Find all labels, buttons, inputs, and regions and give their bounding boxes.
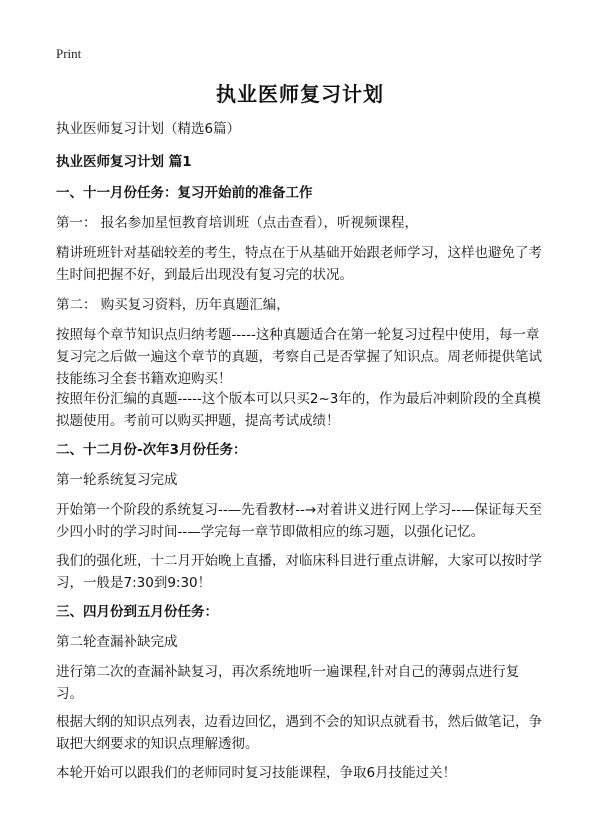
paragraph: 按照年份汇编的真题-----这个版本可以只买2~3年的，作为最后冲刺阶段的全真模拟题使用。考前可以购买押题，提高考试成绩！ bbox=[56, 391, 541, 429]
paragraph: 第二轮查漏补缺完成 bbox=[56, 634, 178, 650]
paragraph: 我们的强化班，十二月开始晚上直播，对临床科目进行重点讲解，大家可以按时学习，一般是7:30到9:30！ bbox=[56, 553, 542, 591]
paragraph: 第一： 报名参加星恒教育培训班（点击查看），听视频课程， bbox=[56, 215, 419, 231]
section-heading-3: 三、四月份到五月份任务： bbox=[56, 604, 218, 620]
paragraph: 进行第二次的查漏补缺复习，再次系统地听一遍课程,针对自己的薄弱点进行复习。 bbox=[56, 664, 520, 702]
paragraph: 本轮开始可以跟我们的老师同时复习技能课程，争取6月技能过关！ bbox=[56, 765, 457, 781]
article-heading: 执业医师复习计划 篇1 bbox=[56, 154, 192, 170]
paragraph: 开始第一个阶段的系统复习--—先看教材--→对着讲义进行网上学习--—保证每天至少四小时的学习时间--—学完每一章节即做相应的练习题，以强化记忆。 bbox=[56, 502, 543, 540]
document-subtitle: 执业医师复习计划（精选6篇） bbox=[56, 121, 241, 137]
paragraph: 精讲班班针对基础较差的考生，特点在于从基础开始跟老师学习，这样也避免了考生时间把握不好，到最后出现没有复习完的状况。 bbox=[56, 245, 542, 283]
paragraph: 第二： 购买复习资料，历年真题汇编， bbox=[56, 297, 290, 313]
section-heading-1: 一、十一月份任务：复习开始前的准备工作 bbox=[56, 185, 313, 201]
paragraph: 按照每个章节知识点归纳考题-----这种真题适合在第一轮复习过程中使用，每一章复习完之后做一遍这个章节的真题，考察自己是否掌握了知识点。周老师提供笔试技能练习全套书籍欢迎购买！ bbox=[56, 327, 542, 387]
paragraph: 第一轮系统复习完成 bbox=[56, 472, 178, 488]
document-title: 执业医师复习计划 bbox=[216, 82, 384, 106]
print-link[interactable]: Print bbox=[56, 46, 82, 61]
paragraph: 根据大纲的知识点列表，边看边回忆，遇到不会的知识点就看书，然后做笔记，争取把大纲要求的知识点理解透彻。 bbox=[56, 714, 542, 752]
section-heading-2: 二、十二月份-次年3月份任务： bbox=[56, 442, 247, 458]
